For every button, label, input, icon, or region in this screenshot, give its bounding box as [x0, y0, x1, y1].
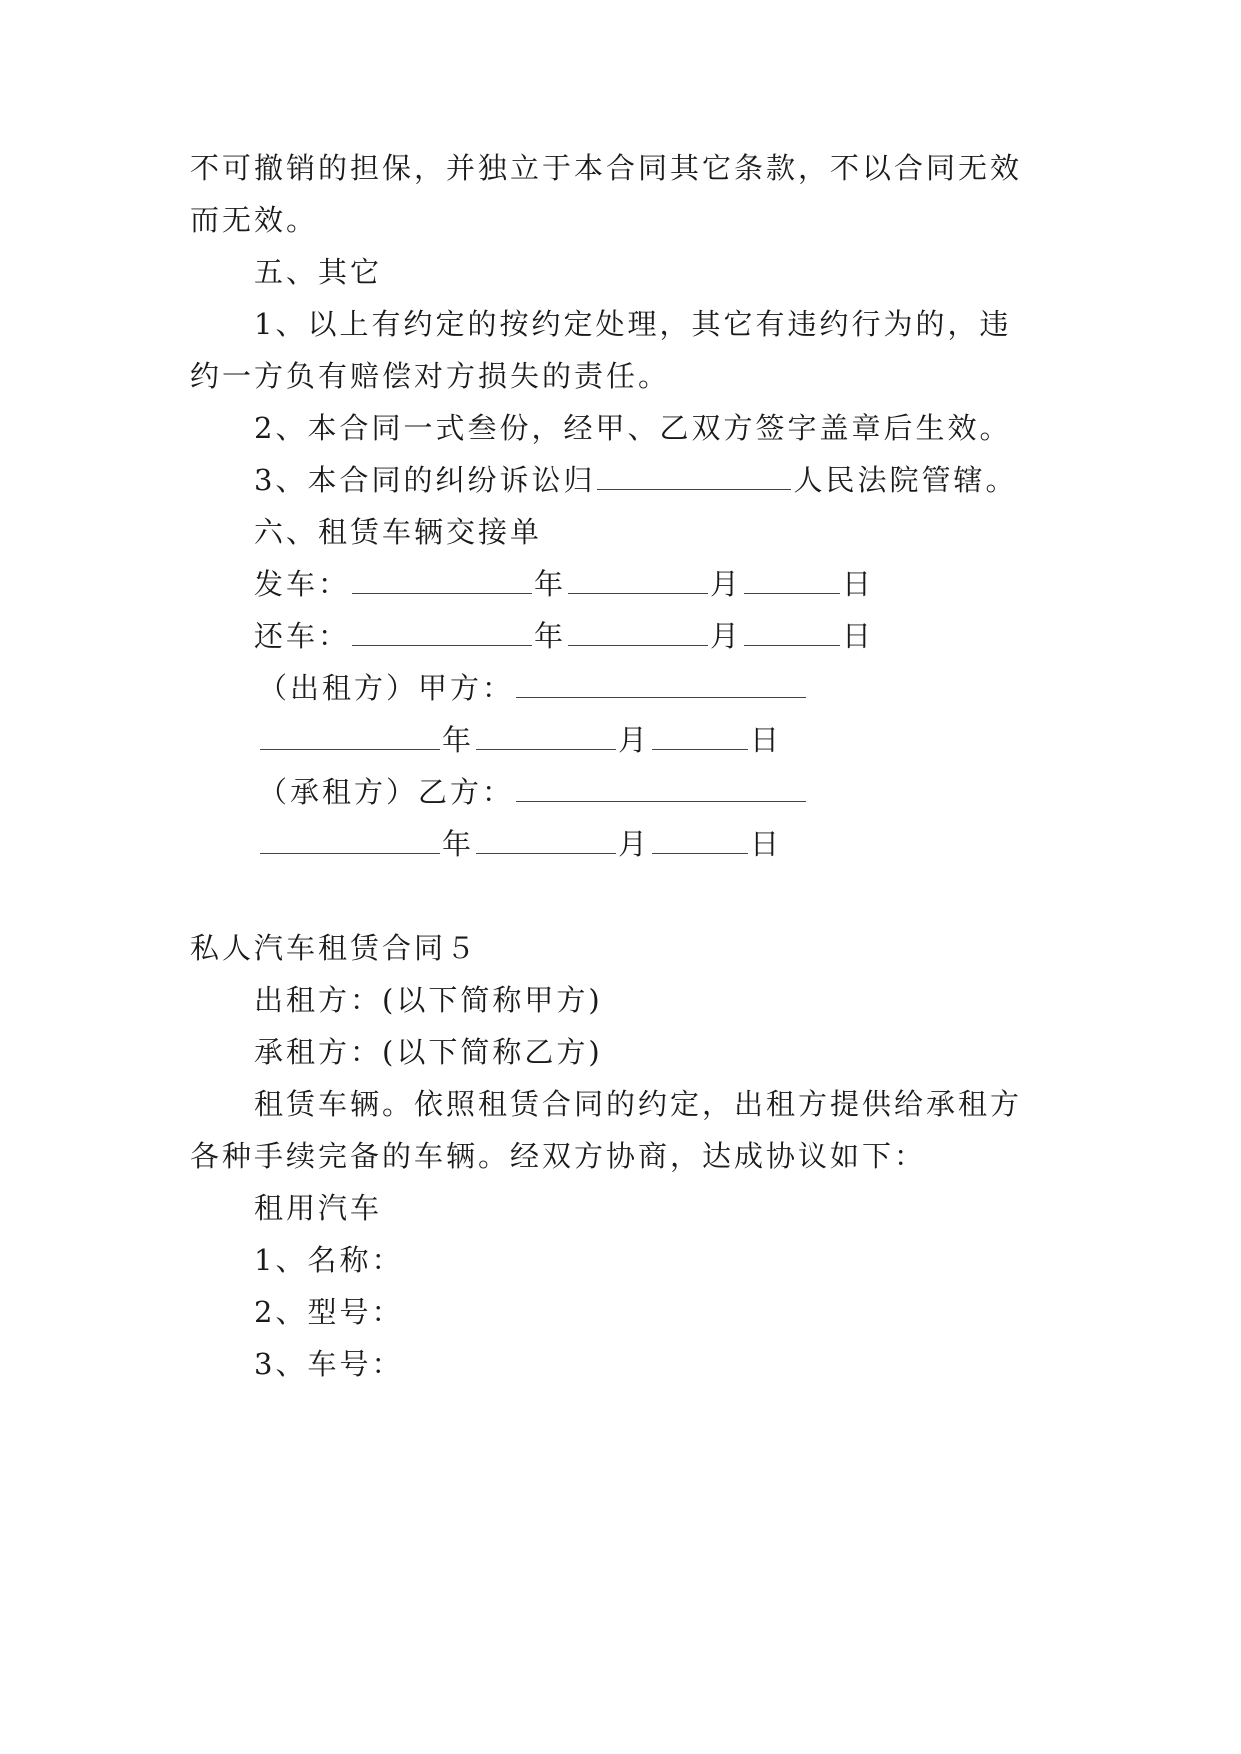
paragraph-line: 租赁车辆。依照租赁合同的约定，出租方提供给承租方 — [254, 1087, 1023, 1121]
return-row — [254, 618, 874, 654]
lessor-day-blank[interactable] — [652, 727, 748, 750]
return-day-blank[interactable] — [744, 623, 840, 646]
paragraph-line — [254, 462, 1017, 498]
lessor-label: （出租方）甲方： — [258, 671, 515, 705]
year-label: 年 — [442, 723, 475, 757]
lessee-line: 承租方：(以下简称乙方) — [254, 1035, 603, 1069]
year-label: 年 — [534, 619, 567, 653]
document-title: 私人汽车租赁合同５ — [190, 931, 479, 965]
paragraph-line: 各种手续完备的车辆。经双方协商，达成协议如下： — [190, 1139, 927, 1173]
month-label: 月 — [710, 567, 743, 601]
depart-day-blank[interactable] — [744, 571, 840, 594]
month-label: 月 — [710, 619, 743, 653]
lessor-row — [258, 670, 808, 706]
lessor-year-blank[interactable] — [260, 727, 440, 750]
year-label: 年 — [534, 567, 567, 601]
lessee-year-blank[interactable] — [260, 831, 440, 854]
clause-suffix: 人民法院管辖。 — [793, 463, 1018, 497]
lessee-label: （承租方）乙方： — [258, 775, 515, 809]
lessee-signature-blank[interactable] — [516, 779, 806, 802]
day-label: 日 — [842, 619, 875, 653]
month-label: 月 — [618, 723, 651, 757]
list-item: 1、名称： — [254, 1243, 404, 1277]
return-label: 还车： — [254, 619, 351, 653]
list-item: 2、型号： — [254, 1295, 404, 1329]
lessee-row — [258, 774, 808, 810]
month-label: 月 — [618, 827, 651, 861]
list-item: 3、车号： — [254, 1347, 404, 1381]
lessor-date-row — [258, 722, 782, 758]
section-heading: 租用汽车 — [254, 1191, 383, 1225]
paragraph-line: 而无效。 — [190, 203, 319, 237]
day-label: 日 — [842, 567, 875, 601]
day-label: 日 — [750, 827, 783, 861]
paragraph-line: 约一方负有赔偿对方损失的责任。 — [190, 359, 671, 393]
clause-text: 3、本合同的纠纷诉讼归 — [254, 463, 596, 497]
section-heading: 五、其它 — [254, 255, 383, 289]
depart-label: 发车： — [254, 567, 351, 601]
depart-month-blank[interactable] — [568, 571, 708, 594]
depart-year-blank[interactable] — [352, 571, 532, 594]
section-heading: 六、租赁车辆交接单 — [254, 515, 543, 549]
paragraph-line: 2、本合同一式叁份，经甲、乙双方签字盖章后生效。 — [254, 411, 1012, 445]
day-label: 日 — [750, 723, 783, 757]
return-month-blank[interactable] — [568, 623, 708, 646]
lessor-line: 出租方：(以下简称甲方) — [254, 983, 603, 1017]
return-year-blank[interactable] — [352, 623, 532, 646]
lessor-month-blank[interactable] — [476, 727, 616, 750]
lessor-signature-blank[interactable] — [516, 675, 806, 698]
paragraph-line: 不可撤销的担保，并独立于本合同其它条款，不以合同无效 — [190, 151, 1023, 185]
court-blank[interactable] — [597, 467, 791, 490]
year-label: 年 — [442, 827, 475, 861]
paragraph-line: 1、以上有约定的按约定处理，其它有违约行为的，违 — [254, 307, 1012, 341]
lessee-day-blank[interactable] — [652, 831, 748, 854]
depart-row — [254, 566, 874, 602]
lessee-date-row — [258, 826, 782, 862]
lessee-month-blank[interactable] — [476, 831, 616, 854]
